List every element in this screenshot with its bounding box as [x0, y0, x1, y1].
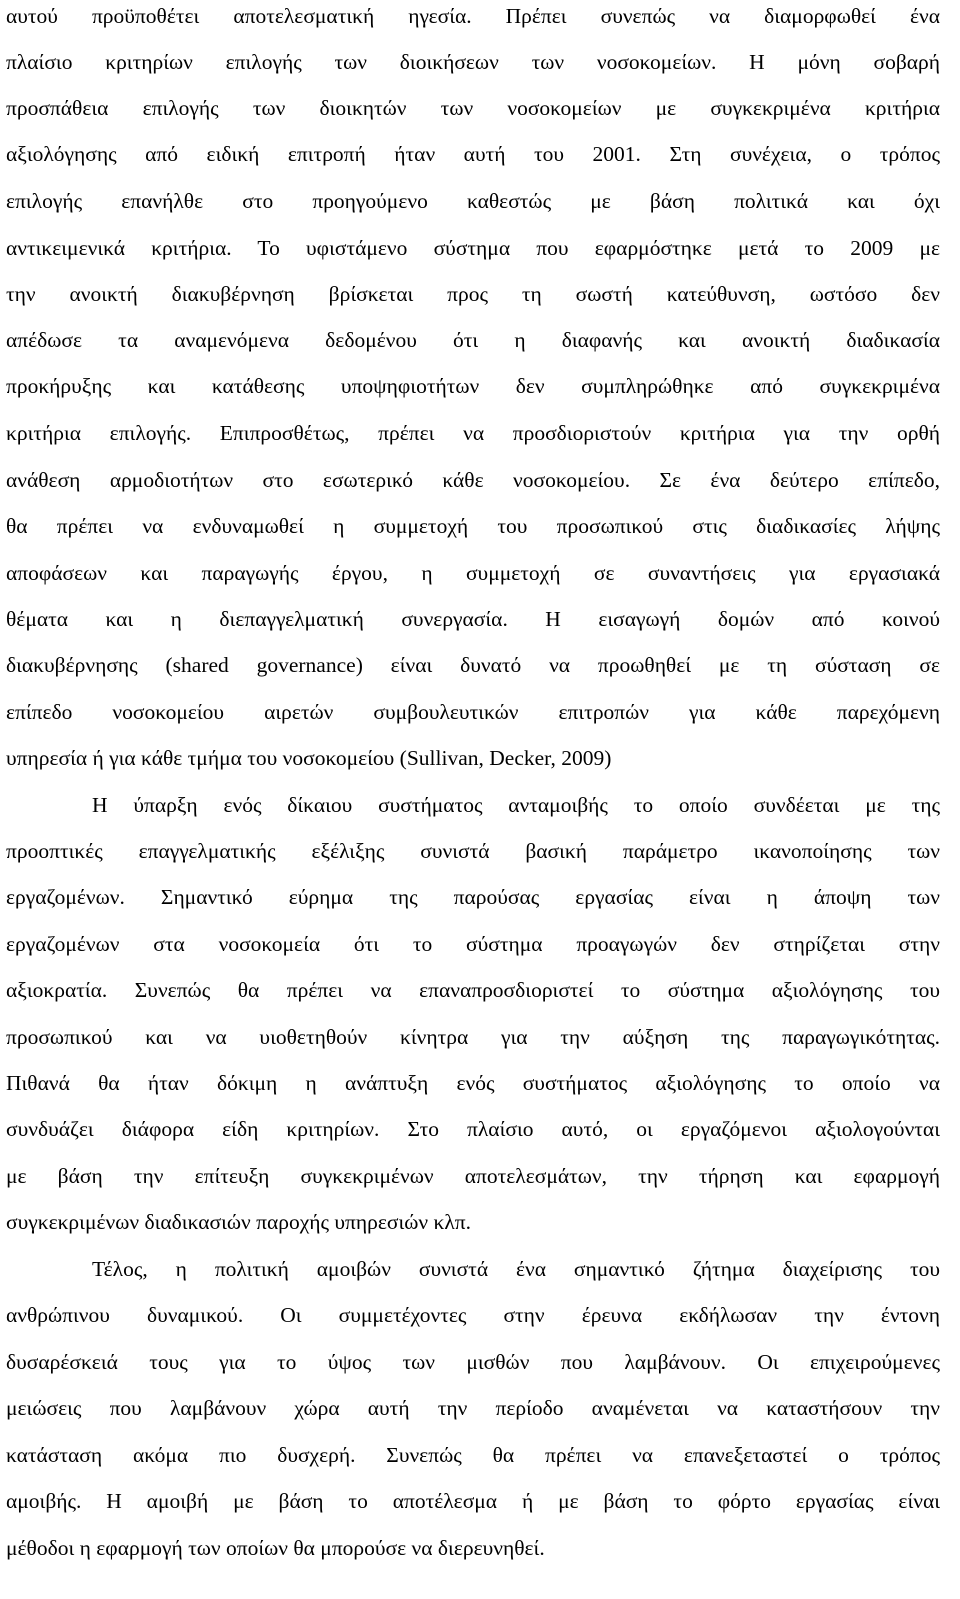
text-line: κριτήρια επιλογής. Επιπροσθέτως, πρέπει να προσδιοριστούν κριτήρια για την ορθή: [6, 421, 940, 445]
text-line: θα πρέπει να ενδυναμωθεί η συμμετοχή του προσωπικού στις διαδικασίες λήψης: [6, 514, 940, 538]
text-line: απέδωσε τα αναμενόμενα δεδομένου ότι η διαφανής και ανοικτή διαδικασία: [6, 328, 940, 352]
text-line: εργαζομένων στα νοσοκομεία ότι το σύστημα προαγωγών δεν στηρίζεται στην: [6, 932, 940, 956]
text-line: αυτού προϋποθέτει αποτελεσματική ηγεσία. Πρέπει συνεπώς να διαμορφωθεί ένα: [6, 4, 940, 28]
text-line: προσπάθεια επιλογής των διοικητών των νοσοκομείων με συγκεκριμένα κριτήρια: [6, 96, 940, 120]
text-line: προσωπικού και να υιοθετηθούν κίνητρα για την αύξηση της παραγωγικότητας.: [6, 1025, 940, 1049]
text-line: αντικειμενικά κριτήρια. Το υφιστάμενο σύστημα που εφαρμόστηκε μετά το 2009 με: [6, 236, 940, 260]
paragraph-start-line: Η ύπαρξη ενός δίκαιου συστήματος ανταμοιβής το οποίο συνδέεται με της: [92, 793, 940, 817]
text-line: υπηρεσία ή για κάθε τμήμα του νοσοκομείου (Sullivan, Decker, 2009): [6, 746, 612, 770]
text-line: διακυβέρνησης (shared governance) είναι δυνατό να προωθηθεί με τη σύσταση σε: [6, 653, 940, 677]
text-line: μειώσεις που λαμβάνουν χώρα αυτή την περίοδο αναμένεται να καταστήσουν την: [6, 1396, 940, 1420]
text-line: την ανοικτή διακυβέρνηση βρίσκεται προς τη σωστή κατεύθυνση, ωστόσο δεν: [6, 282, 940, 306]
text-line: Πιθανά θα ήταν δόκιμη η ανάπτυξη ενός συστήματος αξιολόγησης το οποίο να: [6, 1071, 940, 1095]
text-line: με βάση την επίτευξη συγκεκριμένων αποτελεσμάτων, την τήρηση και εφαρμογή: [6, 1164, 940, 1188]
text-line: επιλογής επανήλθε στο προηγούμενο καθεστώς με βάση πολιτικά και όχι: [6, 189, 940, 213]
text-line: πλαίσιο κριτηρίων επιλογής των διοικήσεων των νοσοκομείων. Η μόνη σοβαρή: [6, 50, 940, 74]
text-line: αμοιβής. Η αμοιβή με βάση το αποτέλεσμα ή με βάση το φόρτο εργασίας είναι: [6, 1489, 940, 1513]
text-line: επίπεδο νοσοκομείου αιρετών συμβουλευτικών επιτροπών για κάθε παρεχόμενη: [6, 700, 940, 724]
text-line: ανάθεση αρμοδιοτήτων στο εσωτερικό κάθε νοσοκομείου. Σε ένα δεύτερο επίπεδο,: [6, 468, 940, 492]
text-line: εργαζομένων. Σημαντικό εύρημα της παρούσας εργασίας είναι η άποψη των: [6, 885, 940, 909]
text-line: αποφάσεων και παραγωγής έργου, η συμμετοχή σε συναντήσεις για εργασιακά: [6, 561, 940, 585]
text-line: προκήρυξης και κατάθεσης υποψηφιοτήτων δεν συμπληρώθηκε από συγκεκριμένα: [6, 374, 940, 398]
text-line: ανθρώπινου δυναμικού. Οι συμμετέχοντες στην έρευνα εκδήλωσαν την έντονη: [6, 1303, 940, 1327]
text-line: αξιολόγησης από ειδική επιτροπή ήταν αυτή του 2001. Στη συνέχεια, ο τρόπος: [6, 142, 940, 166]
text-line: συνδυάζει διάφορα είδη κριτηρίων. Στο πλαίσιο αυτό, οι εργαζόμενοι αξιολογούνται: [6, 1117, 940, 1141]
text-line: κατάσταση ακόμα πιο δυσχερή. Συνεπώς θα πρέπει να επανεξεταστεί ο τρόπος: [6, 1443, 940, 1467]
paragraph-start-line: Τέλος, η πολιτική αμοιβών συνιστά ένα σημαντικό ζήτημα διαχείρισης του: [92, 1257, 940, 1281]
text-line: θέματα και η διεπαγγελματική συνεργασία. Η εισαγωγή δομών από κοινού: [6, 607, 940, 631]
text-line: συγκεκριμένων διαδικασιών παροχής υπηρεσιών κλπ.: [6, 1210, 471, 1234]
text-line: μέθοδοι η εφαρμογή των οποίων θα μπορούσε να διερευνηθεί.: [6, 1536, 545, 1560]
text-line: προοπτικές επαγγελματικής εξέλιξης συνιστά βασική παράμετρο ικανοποίησης των: [6, 839, 940, 863]
text-line: αξιοκρατία. Συνεπώς θα πρέπει να επαναπροσδιοριστεί το σύστημα αξιολόγησης του: [6, 978, 940, 1002]
text-line: δυσαρέσκειά τους για το ύψος των μισθών που λαμβάνουν. Οι επιχειρούμενες: [6, 1350, 940, 1374]
